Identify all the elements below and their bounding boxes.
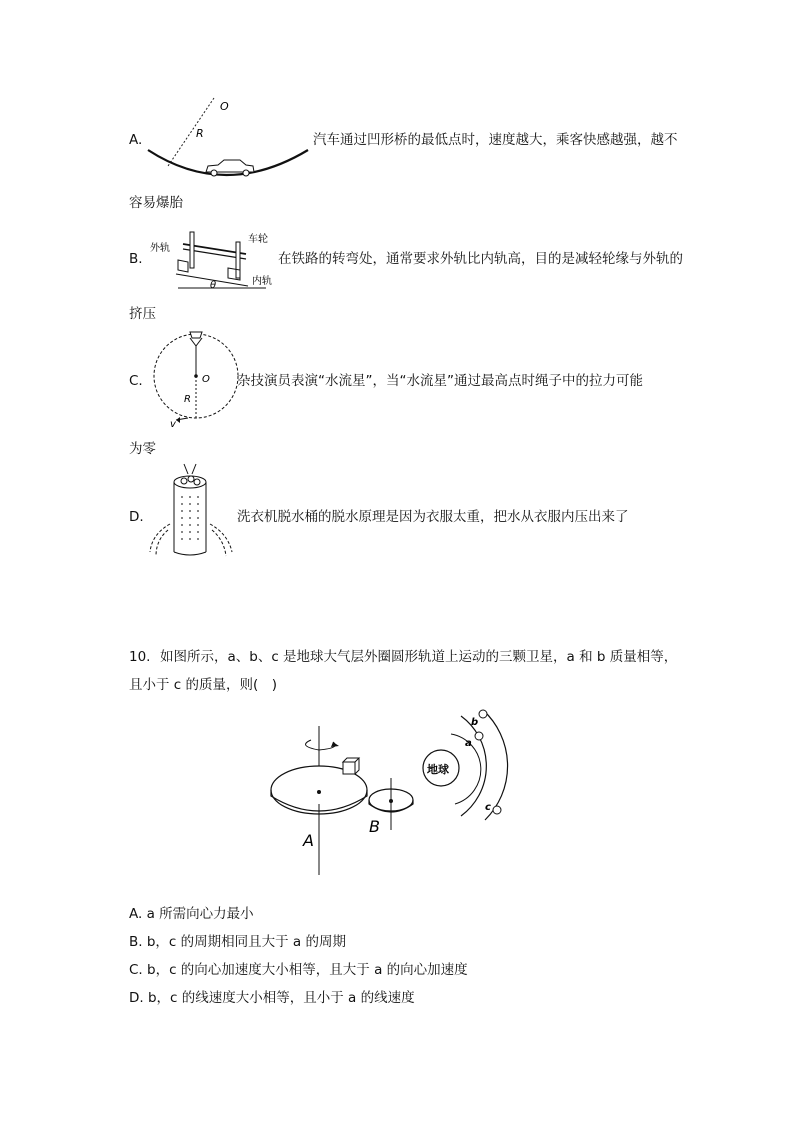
water-meteor-figure (148, 328, 240, 428)
option-a-text-1: 汽车通过凹形桥的最低点时，速度越大，乘客快感越强，越不 (313, 132, 678, 148)
q10-figure (265, 700, 535, 880)
option-b-text-2: 挤压 (129, 306, 156, 322)
label-r: R (196, 127, 204, 140)
car-icon (206, 160, 254, 176)
spin-dryer-figure (148, 462, 240, 562)
railway-curve-figure (148, 222, 278, 294)
label-sat-b: b (471, 717, 479, 728)
option-c-text-1: 杂技演员表演“水流星”，当“水流星”通过最高点时绳子中的拉力可能 (237, 373, 643, 389)
label-sat-a: a (465, 738, 472, 749)
label-r: R (184, 394, 191, 405)
option-c-letter: C. (129, 373, 143, 389)
label-o: O (202, 374, 210, 385)
option-a-text-2: 容易爆胎 (129, 195, 183, 211)
q10-choice-c: C. b，c 的向心加速度大小相等，且大于 a 的向心加速度 (129, 962, 468, 978)
label-o: O (220, 100, 229, 113)
option-d-text-1: 洗衣机脱水桶的脱水原理是因为衣服太重，把水从衣服内压出来了 (237, 509, 629, 525)
label-disc-b: B (369, 817, 380, 836)
option-c-text-2: 为零 (129, 441, 156, 457)
label-sat-c: c (485, 802, 491, 813)
option-b-text-1: 在铁路的转弯处，通常要求外轨比内轨高，目的是减轻轮缘与外轨的 (278, 251, 683, 267)
q10-choice-d: D. b，c 的线速度大小相等，且小于 a 的线速度 (129, 990, 415, 1006)
label-earth: 地球 (427, 763, 449, 776)
q10-choice-a: A. a 所需向心力最小 (129, 906, 254, 922)
label-disc-a: A (303, 831, 314, 850)
option-d-letter: D. (129, 509, 144, 525)
concave-bridge-figure (140, 92, 310, 187)
q10-number: 10. (129, 649, 151, 665)
label-v: v (170, 419, 176, 428)
label-inner-rail: 内轨 (252, 276, 272, 287)
q10-stem-1: 如图所示，a、b、c 是地球大气层外圈圆形轨道上运动的三颗卫星，a 和 b 质量相等， (160, 649, 678, 665)
label-theta: θ (210, 280, 217, 291)
q10-stem-2: 且小于 c 的质量，则( ) (129, 677, 278, 693)
label-outer-rail: 外轨 (150, 243, 170, 254)
option-a-letter: A. (129, 132, 143, 148)
q10-choice-b: B. b，c 的周期相同且大于 a 的周期 (129, 934, 346, 950)
label-wheel: 车轮 (248, 234, 268, 245)
option-b-letter: B. (129, 251, 143, 267)
